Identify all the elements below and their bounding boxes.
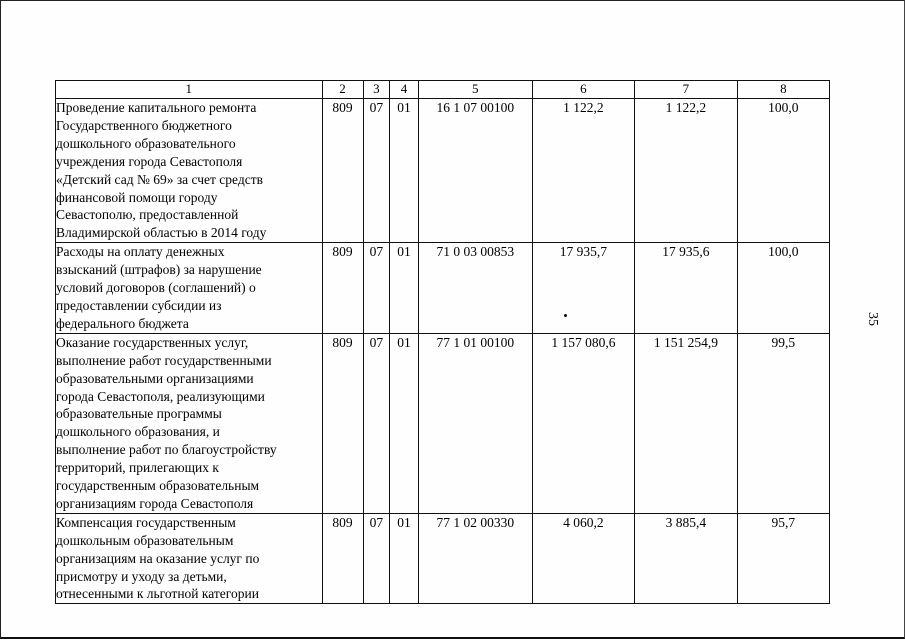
ministry-code-cell: 809 xyxy=(322,333,363,513)
column-header-5: 5 xyxy=(418,81,532,99)
expense-name-line: Расходы на оплату денежных xyxy=(56,244,225,260)
section-code-cell: 07 xyxy=(363,99,390,243)
expense-name-line: Владимирской областью в 2014 году xyxy=(56,225,267,241)
subsection-code-cell: 01 xyxy=(390,513,419,604)
planned-amount-cell: 17 935,7 xyxy=(532,243,635,334)
expense-name-line: дошкольного образовательного xyxy=(56,135,236,151)
expense-name-line: организациям на оказание услуг по xyxy=(56,550,260,566)
target-article-cell: 71 0 03 00853 xyxy=(418,243,532,334)
column-header-7: 7 xyxy=(635,81,738,99)
scan-speck xyxy=(564,314,567,317)
column-header-3: 3 xyxy=(363,81,390,99)
ministry-code-cell: 809 xyxy=(322,513,363,604)
table-row xyxy=(56,99,830,243)
expense-name-line: территорий, прилегающих к xyxy=(56,460,219,476)
section-code-cell: 07 xyxy=(363,333,390,513)
section-code-cell: 07 xyxy=(363,243,390,334)
ministry-code-cell: 809 xyxy=(322,243,363,334)
target-article-cell: 77 1 02 00330 xyxy=(418,513,532,604)
table-row xyxy=(56,513,830,604)
table-header-row xyxy=(56,81,830,99)
column-header-2: 2 xyxy=(322,81,363,99)
expense-name-line: города Севастополя, реализующими xyxy=(56,388,265,404)
expense-name-line: Проведение капитального ремонта xyxy=(56,100,257,115)
column-header-1: 1 xyxy=(56,81,323,99)
expense-name-line: федерального бюджета xyxy=(56,315,189,331)
expense-name-line: учреждения города Севастополя xyxy=(56,153,243,169)
budget-table xyxy=(55,80,830,604)
expense-name-line: «Детский сад № 69» за счет средств xyxy=(56,171,263,187)
expense-name-cell xyxy=(56,99,323,243)
execution-percent-cell: 99,5 xyxy=(737,333,829,513)
expense-name-line: образовательными организациями xyxy=(56,370,254,386)
subsection-code-cell: 01 xyxy=(390,99,419,243)
planned-amount-cell: 1 122,2 xyxy=(532,99,635,243)
executed-amount-cell: 17 935,6 xyxy=(635,243,738,334)
planned-amount-cell: 4 060,2 xyxy=(532,513,635,604)
expense-name-cell xyxy=(56,243,323,334)
column-header-8: 8 xyxy=(737,81,829,99)
expense-name-line: дошкольным образовательным xyxy=(56,532,234,548)
expense-name-line: организациям города Севастополя xyxy=(56,495,254,511)
expense-name-line: предоставлении субсидии из xyxy=(56,297,222,313)
expense-name-line: государственным образовательным xyxy=(56,478,260,494)
expense-name-line: взысканий (штрафов) за нарушение xyxy=(56,262,262,278)
execution-percent-cell: 95,7 xyxy=(737,513,829,604)
table-row xyxy=(56,333,830,513)
subsection-code-cell: 01 xyxy=(390,333,419,513)
execution-percent-cell: 100,0 xyxy=(737,99,829,243)
executed-amount-cell: 3 885,4 xyxy=(635,513,738,604)
column-header-4: 4 xyxy=(390,81,419,99)
executed-amount-cell: 1 151 254,9 xyxy=(635,333,738,513)
table-row xyxy=(56,243,830,334)
expense-name-line: Государственного бюджетного xyxy=(56,117,232,133)
planned-amount-cell: 1 157 080,6 xyxy=(532,333,635,513)
executed-amount-cell: 1 122,2 xyxy=(635,99,738,243)
column-header-6: 6 xyxy=(532,81,635,99)
expense-name-line: дошкольного образования, и xyxy=(56,424,220,440)
target-article-cell: 16 1 07 00100 xyxy=(418,99,532,243)
expense-name-line: отнесенными к льготной категории xyxy=(56,586,259,602)
ministry-code-cell: 809 xyxy=(322,99,363,243)
expense-name-line: финансовой помощи городу xyxy=(56,189,218,205)
expense-name-cell xyxy=(56,333,323,513)
expense-name-line: присмотру и уходу за детьми, xyxy=(56,568,227,584)
expense-name-line: выполнение работ государственными xyxy=(56,352,272,368)
expense-name-line: Севастополю, предоставленной xyxy=(56,207,239,223)
expense-name-line: Оказание государственных услуг, xyxy=(56,334,249,350)
execution-percent-cell: 100,0 xyxy=(737,243,829,334)
section-code-cell: 07 xyxy=(363,513,390,604)
expense-name-line: образовательные программы xyxy=(56,406,222,422)
expense-name-cell xyxy=(56,513,323,604)
expense-name-line: условий договоров (соглашений) о xyxy=(56,280,256,296)
expense-name-line: выполнение работ по благоустройству xyxy=(56,442,277,458)
subsection-code-cell: 01 xyxy=(390,243,419,334)
target-article-cell: 77 1 01 00100 xyxy=(418,333,532,513)
page-number: 35 xyxy=(865,312,880,326)
expense-name-line: Компенсация государственным xyxy=(56,514,236,530)
